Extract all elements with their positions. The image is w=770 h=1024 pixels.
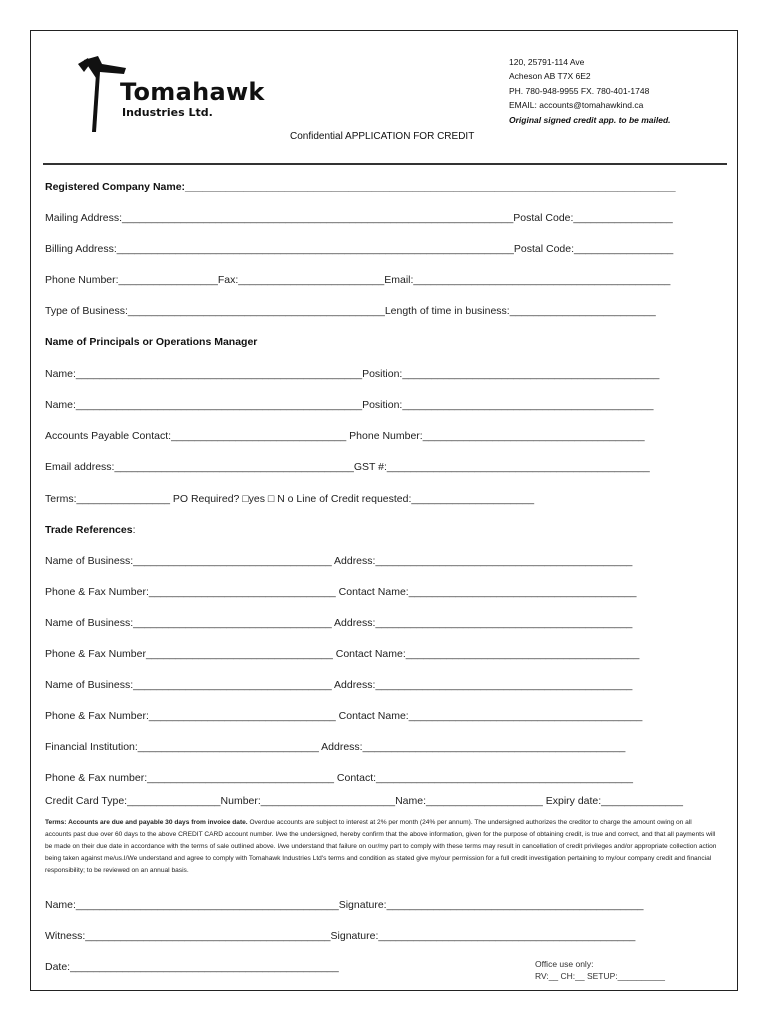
business-2-field[interactable]: Name of Business:__________________________________ Address:____________________________________________ xyxy=(45,617,633,629)
financial-institution-field[interactable]: Financial Institution:_______________________________ Address:_____________________________________________ xyxy=(45,741,626,753)
business-type-field[interactable]: Type of Business:____________________________________________Length of time in business:_________________________ xyxy=(45,305,656,317)
witness-field[interactable]: Witness:__________________________________________Signature:____________________________________________ xyxy=(45,930,636,942)
phone-fax-2-field[interactable]: Phone & Fax Number________________________________ Contact Name:________________________________________ xyxy=(45,648,640,660)
principal-name-2-field[interactable]: Name:_________________________________________________Position:___________________________________________ xyxy=(45,399,654,411)
email-gst-field[interactable]: Email address:_________________________________________GST #:_____________________________________________ xyxy=(45,461,650,473)
mailing-address-field[interactable]: Mailing Address:___________________________________________________________________Postal Code:_________________ xyxy=(45,212,673,224)
terms-bold: Terms: Accounts are due and payable 30 days from invoice date. xyxy=(45,819,248,826)
office-use-box xyxy=(535,958,665,982)
phone-fax-4-field[interactable]: Phone & Fax number:________________________________ Contact:____________________________________________ xyxy=(45,772,633,784)
mail-note: Original signed credit app. to be mailed. xyxy=(509,115,671,125)
office-use-codes: RV:__ CH:__ SETUP:__________ xyxy=(535,971,665,981)
terms-body: Overdue accounts are subject to interest at 2% per month (24% per annum). The undersigned authorizes the creditor to charge the amount owing on all accounts past due over 60 days to the above CREDIT CARD account number. I/we the undersigned, hereby confirm that the above information, given for the purpose of obtaining credit, is true and correct, and that all payments will be made on their due date in accordance with the terms of sale outlined above. I/we understand that failure on our/my part to comply with these terms may result in cancellation of credit privileges and/or appropriate collection action being taken against me/us.I/We understand and agree to comply with Tomahawk Industries Ltd's terms and condition as stated give my/our permission for a full credit investigation pertaining to my/our company credit and financial responsibility; to be reviewed on an annual basis. xyxy=(45,819,717,874)
company-logo-sub: Industries Ltd. xyxy=(122,106,213,119)
header-divider xyxy=(43,163,727,165)
terms-paragraph xyxy=(45,817,717,877)
principal-name-1-field[interactable]: Name:_________________________________________________Position:____________________________________________ xyxy=(45,368,660,380)
date-field[interactable]: Date:______________________________________________ xyxy=(45,961,339,973)
office-use-label: Office use only: xyxy=(535,959,594,969)
phone-fax-email-field[interactable]: Phone Number:_________________Fax:_________________________Email:____________________________________________ xyxy=(45,274,671,286)
phone-fax-line: PH. 780-948-9955 FX. 780-401-1748 xyxy=(509,86,650,96)
trade-heading-label: Trade References xyxy=(45,524,133,536)
document-title: Confidential APPLICATION FOR CREDIT xyxy=(290,131,475,142)
address-line-1: 120, 25791-114 Ave xyxy=(509,57,585,67)
address-line-2: Acheson AB T7X 6E2 xyxy=(509,71,591,81)
terms-po-credit-field[interactable]: Terms:________________ PO Required? □yes □ N o Line of Credit requested:_____________________ xyxy=(45,493,535,505)
business-3-field[interactable]: Name of Business:__________________________________ Address:____________________________________________ xyxy=(45,679,633,691)
credit-card-field[interactable]: Credit Card Type:________________Number:_______________________Name:____________________ Expiry date:______________ xyxy=(45,795,683,807)
billing-address-field[interactable]: Billing Address:____________________________________________________________________Postal Code:_________________ xyxy=(45,243,674,255)
phone-fax-3-field[interactable]: Phone & Fax Number:________________________________ Contact Name:________________________________________ xyxy=(45,710,643,722)
signature-name-field[interactable]: Name:_____________________________________________Signature:____________________________________________ xyxy=(45,899,644,911)
phone-fax-1-field[interactable]: Phone & Fax Number:________________________________ Contact Name:_______________________________________ xyxy=(45,586,637,598)
business-1-field[interactable]: Name of Business:__________________________________ Address:____________________________________________ xyxy=(45,555,633,567)
trade-references-heading xyxy=(45,524,135,536)
company-logo-name: Tomahawk xyxy=(120,78,265,106)
registered-company-field[interactable]: Registered Company Name:____________________________________________________________________________________ xyxy=(45,181,676,193)
email-line: EMAIL: accounts@tomahawkind.ca xyxy=(509,100,644,110)
principals-heading: Name of Principals or Operations Manager xyxy=(45,336,258,348)
trade-heading-colon: : xyxy=(132,524,136,536)
ap-contact-field[interactable]: Accounts Payable Contact:______________________________ Phone Number:______________________________________ xyxy=(45,430,645,442)
